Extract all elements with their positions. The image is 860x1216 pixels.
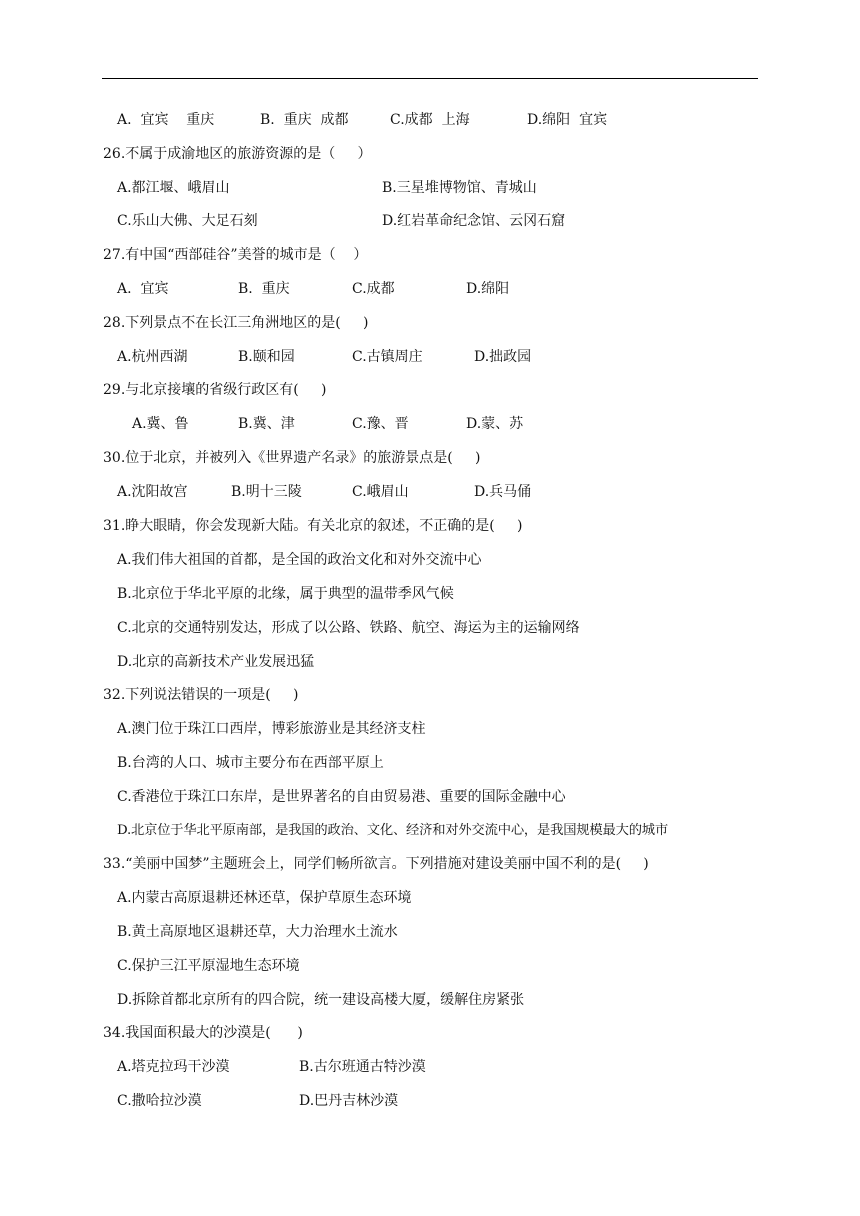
q30-option-c: C.峨眉山 [352, 484, 409, 500]
q27-option-a: A. 宜宾 [117, 281, 169, 297]
q34-option-c: C.撒哈拉沙漠 [117, 1093, 202, 1109]
q29-option-d: D.蒙、苏 [466, 416, 524, 432]
q26-option-a: A.都江堰、峨眉山 [117, 180, 230, 196]
q33-option-c: C.保护三江平原湿地生态环境 [117, 958, 300, 974]
q33-option-d: D.拆除首都北京所有的四合院，统一建设高楼大厦，缓解住房紧张 [117, 992, 525, 1008]
q33-option-a: A.内蒙古高原退耕还林还草，保护草原生态环境 [117, 890, 412, 906]
q25-option-b: B. 重庆 成都 [260, 112, 349, 128]
q29-stem: 29.与北京接壤的省级行政区有( ) [103, 382, 327, 398]
q30-option-d: D.兵马俑 [474, 484, 532, 500]
q26-option-c: C.乐山大佛、大足石刻 [117, 213, 258, 229]
q27-option-c: C.成都 [352, 281, 395, 297]
q28-option-a: A.杭州西湖 [117, 349, 188, 365]
q32-stem: 32.下列说法错误的一项是( ) [103, 687, 299, 703]
q28-stem: 28.下列景点不在长江三角洲地区的是( ) [103, 315, 369, 331]
q26-stem: 26.不属于成渝地区的旅游资源的是（ ） [103, 146, 372, 162]
q34-stem: 34.我国面积最大的沙漠是( ) [103, 1025, 303, 1041]
q31-option-d: D.北京的高新技术产业发展迅猛 [117, 654, 315, 670]
q26-option-b: B.三星堆博物馆、青城山 [382, 180, 537, 196]
q31-option-c: C.北京的交通特别发达，形成了以公路、铁路、航空、海运为主的运输网络 [117, 620, 580, 636]
q34-option-d: D.巴丹吉林沙漠 [299, 1093, 399, 1109]
q28-option-c: C.古镇周庄 [352, 349, 423, 365]
q31-option-a: A.我们伟大祖国的首都，是全国的政治文化和对外交流中心 [117, 552, 482, 568]
q32-option-b: B.台湾的人口、城市主要分布在西部平原上 [117, 755, 384, 771]
q30-stem: 30.位于北京，并被列入《世界遗产名录》的旅游景点是( ) [103, 450, 481, 466]
q29-option-a: A.冀、鲁 [132, 416, 189, 432]
q31-option-b: B.北京位于华北平原的北缘，属于典型的温带季风气候 [117, 586, 454, 602]
q29-option-b: B.冀、津 [238, 416, 295, 432]
q28-option-b: B.颐和园 [238, 349, 295, 365]
q25-option-c: C.成都 上海 [390, 112, 470, 128]
q33-stem: 33.“美丽中国梦”主题班会上，同学们畅所欲言。下列措施对建设美丽中国不利的是( ) [103, 856, 649, 872]
q26-option-d: D.红岩革命纪念馆、云冈石窟 [382, 213, 566, 229]
q27-option-b: B. 重庆 [238, 281, 290, 297]
q30-option-a: A.沈阳故宫 [117, 484, 188, 500]
q32-option-d: D.北京位于华北平原南部，是我国的政治、文化、经济和对外交流中心，是我国规模最大的城市 [117, 823, 668, 838]
q31-stem: 31.睁大眼睛，你会发现新大陆。有关北京的叙述，不正确的是( ) [103, 518, 523, 534]
q32-option-a: A.澳门位于珠江口西岸，博彩旅游业是其经济支柱 [117, 721, 426, 737]
q25-option-d: D.绵阳 宜宾 [527, 112, 608, 128]
q33-option-b: B.黄土高原地区退耕还草，大力治理水土流水 [117, 924, 398, 940]
q25-option-a: A. 宜宾 重庆 [117, 112, 215, 128]
q27-option-d: D.绵阳 [466, 281, 510, 297]
q29-option-c: C.豫、晋 [352, 416, 409, 432]
q30-option-b: B.明十三陵 [231, 484, 302, 500]
header-rule [102, 78, 758, 79]
q32-option-c: C.香港位于珠江口东岸，是世界著名的自由贸易港、重要的国际金融中心 [117, 789, 566, 805]
q34-option-b: B.古尔班通古特沙漠 [299, 1059, 426, 1075]
q27-stem: 27.有中国“西部硅谷”美誉的城市是（ ） [103, 247, 368, 263]
q34-option-a: A.塔克拉玛干沙漠 [117, 1059, 230, 1075]
q28-option-d: D.拙政园 [474, 349, 532, 365]
